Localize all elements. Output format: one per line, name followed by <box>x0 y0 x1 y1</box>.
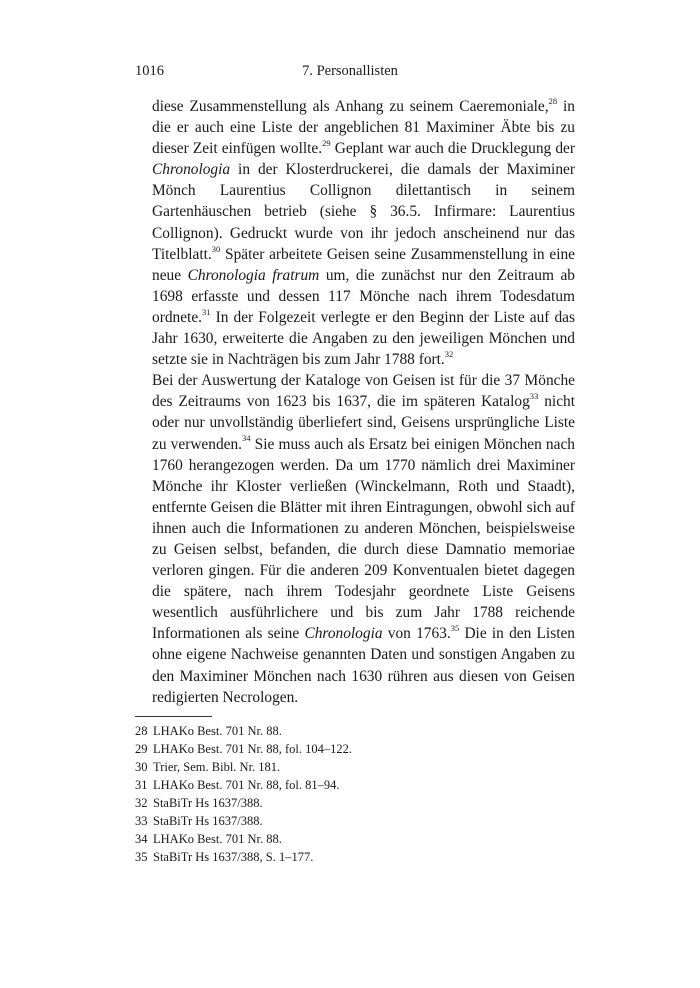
footnote <box>135 830 575 848</box>
footnote-number: 35 <box>135 850 148 864</box>
footnote <box>135 722 575 740</box>
text-run: In der Folgezeit verlegte er den Beginn der Liste auf das Jahr 1630, erweiterte die Angaben zu den jeweiligen Mönchen und setzte sie in Nachträgen bis zum Jahr 1788 fort. <box>152 308 575 369</box>
footnote-text: LHAKo Best. 701 Nr. 88. <box>153 724 282 738</box>
footnote <box>135 758 575 776</box>
text-run: um, die zunächst nur den Zeitraum ab 1698 erfasste und dessen 117 Mönche nach ihrem Todesdatum ordnete. <box>152 266 575 326</box>
page-number: 1016 <box>135 63 164 79</box>
running-head: 7. Personallisten <box>302 63 398 79</box>
footnote-number: 28 <box>135 724 148 738</box>
paragraph-2 <box>152 370 575 708</box>
italic-title: Chronologia fratrum <box>187 266 320 284</box>
text-run: von 1763. <box>382 625 451 643</box>
footnote-number: 29 <box>135 742 148 756</box>
footnote-ref: 35 <box>450 623 460 634</box>
footnote-text: LHAKo Best. 701 Nr. 88. <box>153 832 282 846</box>
page-header <box>135 63 565 83</box>
text-run: nicht oder nur unvollständig überliefert sind, Geisens ursprüngliche Liste zu verwenden. <box>152 393 576 453</box>
footnotes <box>135 722 575 866</box>
text-run: Sie muss auch als Ersatz bei einigen Mönchen nach 1760 herangezogen werden. Da um 1770 nämlich drei Maximiner Mönche ihr Kloster verließen (Winckelmann, Roth und Staadt), entfernte Geisen die Blätter mit ihren Eintragungen, obwohl sich auf ihnen auch die Informationen zu anderen Mönchen, beispielsweise zu Geisen selbst, befanden, die durch diese Damnatio memoriae verloren gingen. Für die anderen 209 Konventualen bietet dagegen die spätere, nach ihrem Todesjahr geordnete Liste Geisens wesentlich ausführlichere und bis zum Jahr 1788 reichende Informationen als seine <box>152 435 575 643</box>
footnote-ref: 28 <box>548 95 558 106</box>
footnote-text: Trier, Sem. Bibl. Nr. 181. <box>153 760 281 774</box>
footnote <box>135 794 575 812</box>
italic-title: Chronologia <box>304 625 383 643</box>
footnote-divider <box>135 716 212 717</box>
text-run: Später arbeitete Geisen seine Zusammenstellung in eine neue <box>152 245 575 284</box>
text-run: Die in den Listen ohne eigene Nachweise genannten Daten und sonstigen Angaben zu den Maximiner Mönchen nach 1630 rühren aus diesen von Geisen redigierten Necrologen. <box>152 625 575 706</box>
footnote-number: 32 <box>135 796 148 810</box>
text-run: Bei der Auswertung der Kataloge von Geisen ist für die 37 Mönche des Zeitraums von 1623 bis 1637, die im späteren Katalog <box>152 372 575 411</box>
footnote <box>135 812 575 830</box>
footnote-number: 33 <box>135 814 148 828</box>
footnote-ref: 30 <box>211 243 221 254</box>
paragraph-1 <box>152 96 575 370</box>
footnote-number: 31 <box>135 778 148 792</box>
text-run: diese Zusammenstellung als Anhang zu seinem Caeremoniale, <box>152 98 549 115</box>
footnote-text: StaBiTr Hs 1637/388. <box>153 814 263 828</box>
footnote-text: LHAKo Best. 701 Nr. 88, fol. 104–122. <box>153 742 352 756</box>
text-run: in die er auch eine Liste der angeblichen 81 Maximiner Äbte bis zu dieser Zeit einfügen wollte. <box>152 98 575 158</box>
footnote-ref: 34 <box>242 433 251 444</box>
footnote <box>135 740 575 758</box>
italic-title: Chronologia <box>152 161 231 179</box>
footnote-text: StaBiTr Hs 1637/388, S. 1–177. <box>153 850 314 864</box>
footnote-ref: 32 <box>444 349 454 359</box>
text-run: in der Klosterdruckerei, die damals der Maximiner Mönch Laurentius Collignon dilettantisch in seinem Gartenhäuschen betrieb (siehe § 36.5. Infirmare: Laurentius Collignon). Gedruckt wurde von ihr jedoch anscheinend nur das Titelblatt. <box>152 161 575 263</box>
footnote-number: 34 <box>135 832 148 846</box>
footnote <box>135 776 575 794</box>
footnote-ref: 33 <box>529 391 539 402</box>
footnote-text: StaBiTr Hs 1637/388. <box>153 796 263 810</box>
footnote-number: 30 <box>135 760 148 774</box>
footnote <box>135 848 575 866</box>
body-text <box>152 96 575 708</box>
footnote-text: LHAKo Best. 701 Nr. 88, fol. 81–94. <box>153 778 340 792</box>
footnote-ref: 31 <box>202 306 211 317</box>
footnote-ref: 29 <box>322 138 331 149</box>
text-run: Geplant war auch die Drucklegung der <box>330 140 575 158</box>
